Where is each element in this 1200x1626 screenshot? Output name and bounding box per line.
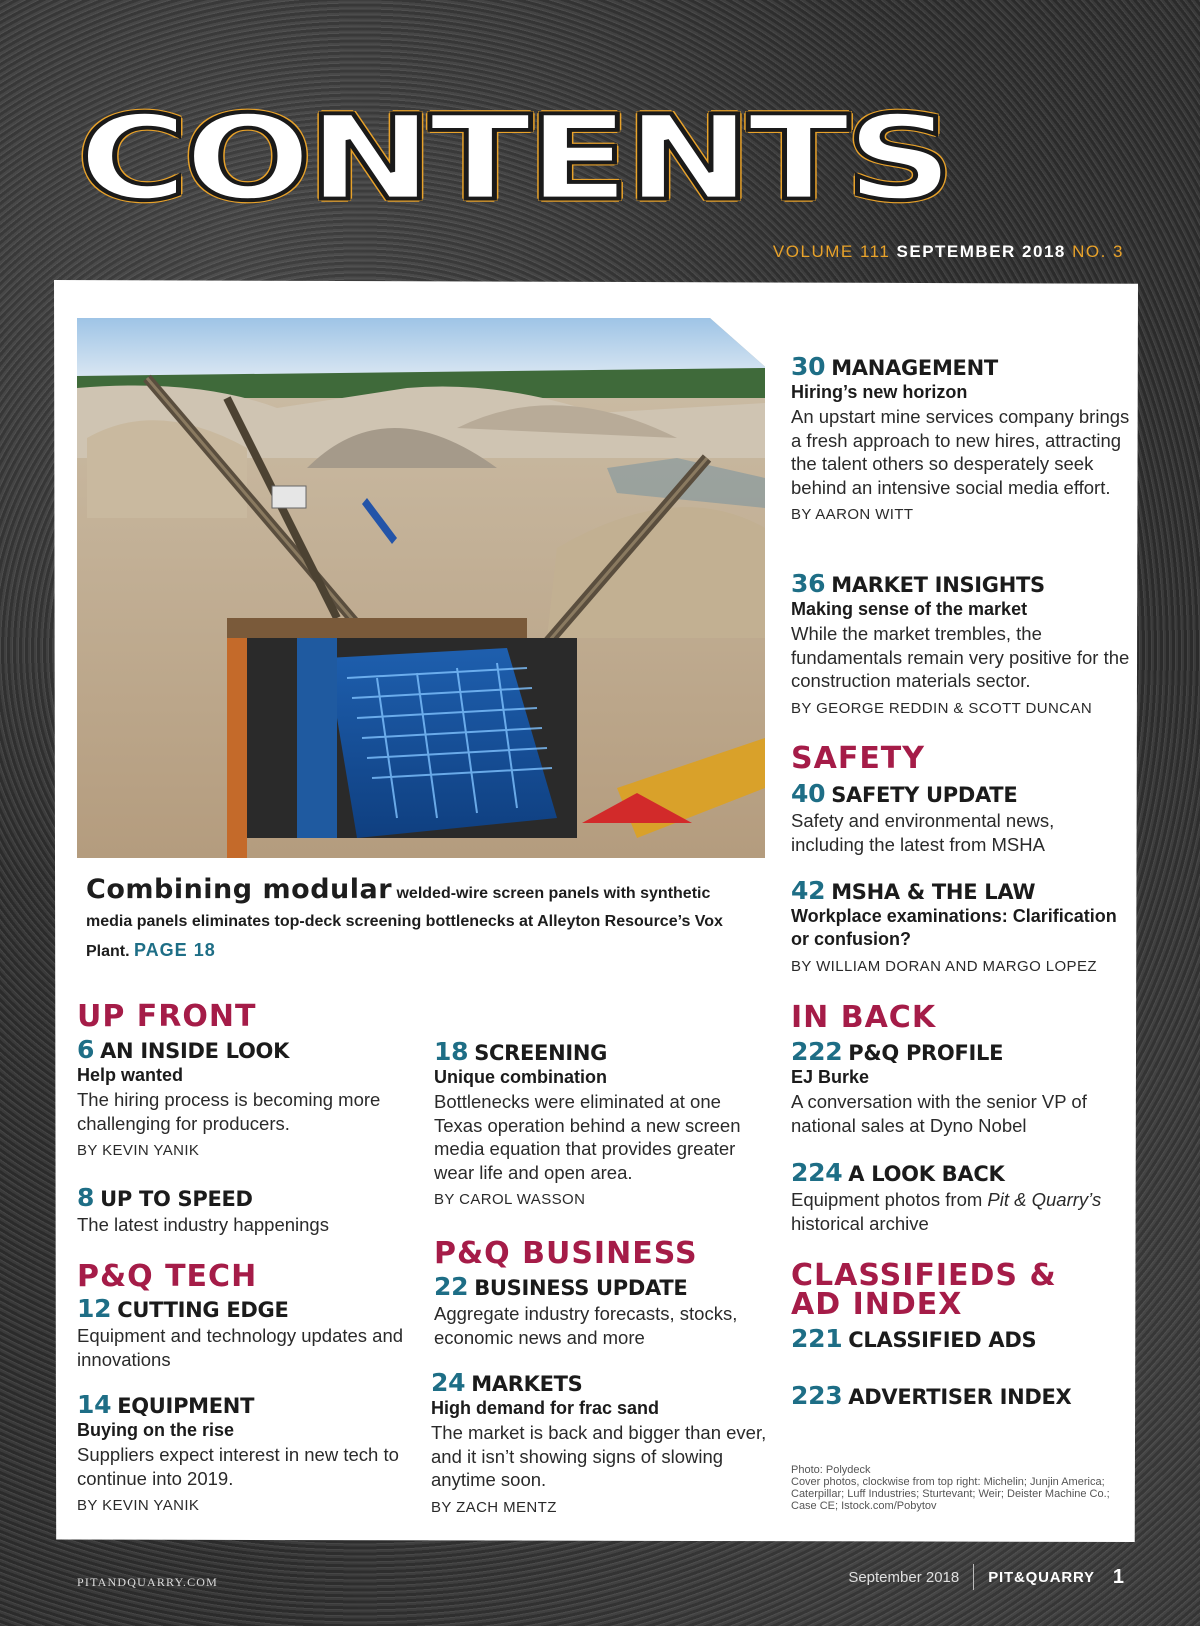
entry-18[interactable] <box>434 1039 774 1208</box>
page-number: 6 <box>77 1035 95 1064</box>
entry-title: ADVERTISER INDEX <box>848 1385 1072 1409</box>
entry-body: The hiring process is becoming more challenging for producers. <box>77 1089 381 1134</box>
entry-title: P&Q PROFILE <box>848 1041 1004 1065</box>
section-classifieds <box>791 1258 1057 1322</box>
entry-body: While the market trembles, the fundamentals remain very positive for the construction materials sector. <box>791 623 1130 691</box>
issue-number: NO. 3 <box>1072 242 1124 261</box>
entry-24[interactable] <box>431 1370 771 1516</box>
entry-title: MSHA & THE LAW <box>831 880 1036 904</box>
entry-6[interactable] <box>77 1037 417 1159</box>
entry-heading <box>791 781 1131 808</box>
entry-subtitle: EJ Burke <box>791 1067 870 1087</box>
entry-heading <box>77 1392 417 1419</box>
entry-title: UP TO SPEED <box>100 1187 253 1211</box>
page-number: 42 <box>791 876 826 905</box>
page-number: 8 <box>77 1183 95 1212</box>
caption-lead: Combining modular <box>86 874 393 905</box>
page-number: 22 <box>434 1272 469 1301</box>
entry-subtitle: Workplace examinations: Clarification or confusion? <box>791 906 1117 949</box>
quarry-illustration <box>77 318 765 858</box>
entry-byline: BY WILLIAM DORAN AND MARGO LOPEZ <box>791 958 1097 975</box>
page-number: 12 <box>77 1294 112 1323</box>
footer-divider <box>973 1564 974 1590</box>
entry-40[interactable] <box>791 781 1131 856</box>
entry-body: An upstart mine services company brings a fresh approach to new hires, attracting the talent others so desperately seek behind an intensive social media effort. <box>791 406 1130 498</box>
entry-heading <box>77 1296 417 1323</box>
entry-12[interactable] <box>77 1296 417 1371</box>
page-number: 24 <box>431 1368 466 1397</box>
entry-byline: BY AARON WITT <box>791 506 914 523</box>
page-number: 223 <box>791 1381 843 1410</box>
entry-heading <box>77 1037 417 1064</box>
photo-credit: Photo: Polydeck <box>791 1464 871 1476</box>
entry-8[interactable] <box>77 1185 417 1237</box>
entry-heading <box>791 354 1131 381</box>
issue-info <box>773 242 1124 262</box>
footer-site[interactable]: PITANDQUARRY.COM <box>77 1575 219 1589</box>
entry-22[interactable] <box>434 1274 774 1349</box>
entry-title: EQUIPMENT <box>117 1394 255 1418</box>
entry-14[interactable] <box>77 1392 417 1514</box>
entry-byline: BY KEVIN YANIK <box>77 1497 200 1514</box>
footer <box>848 1564 1124 1590</box>
entry-subtitle: Making sense of the market <box>791 599 1028 619</box>
entry-title: MARKETS <box>471 1372 583 1396</box>
entry-title: MANAGEMENT <box>831 356 998 380</box>
entry-subtitle: Unique combination <box>434 1067 607 1087</box>
page-number: 221 <box>791 1324 843 1353</box>
section-pq-tech: P&Q TECH <box>77 1259 258 1294</box>
entry-subtitle: Hiring’s new horizon <box>791 382 968 402</box>
entry-byline: BY ZACH MENTZ <box>431 1498 557 1516</box>
footer-date: September 2018 <box>848 1568 960 1586</box>
footer-page-number: 1 <box>1112 1565 1124 1588</box>
entry-title: A LOOK BACK <box>848 1162 1005 1186</box>
entry-body: Equipment and technology updates and innovations <box>77 1325 404 1370</box>
section-safety: SAFETY <box>791 741 925 776</box>
volume: VOLUME 111 <box>772 242 891 261</box>
entry-body: A conversation with the senior VP of national sales at Dyno Nobel <box>791 1091 1087 1136</box>
cover-credit: Cover photos, clockwise from top right: Michelin; Junjin America; Caterpillar; Luff Industries; Sturtevant; Weir; Deister Machine Co.; Case CE; Istock.com/Pobytov <box>791 1476 1110 1512</box>
entry-heading <box>434 1039 774 1066</box>
body-text: Equipment photos from <box>791 1189 988 1210</box>
issue-date: SEPTEMBER 2018 <box>896 242 1066 261</box>
page-number: 224 <box>791 1158 843 1187</box>
section-up-front: UP FRONT <box>77 999 257 1034</box>
entry-223[interactable] <box>791 1383 1131 1410</box>
entry-title: BUSINESS UPDATE <box>474 1276 688 1300</box>
entry-body: The market is back and bigger than ever, and it isn’t showing signs of slowing anytime soon. <box>431 1422 767 1490</box>
entry-body: The latest industry happenings <box>77 1214 329 1235</box>
page-number: 36 <box>791 569 826 598</box>
feature-photo[interactable] <box>77 318 765 858</box>
entry-title: CLASSIFIED ADS <box>848 1328 1037 1352</box>
entry-heading <box>791 1160 1131 1187</box>
entry-224[interactable] <box>791 1160 1131 1235</box>
caption-text: welded-wire screen panels with synthetic media panels eliminates top-deck screening bottlenecks at Alleyton Resource’s Vox Plant. <box>86 885 723 960</box>
entry-42[interactable] <box>791 878 1131 975</box>
entry-222[interactable] <box>791 1039 1131 1137</box>
page-number: 18 <box>434 1037 469 1066</box>
entry-heading <box>431 1370 771 1397</box>
entry-heading <box>791 1039 1131 1066</box>
entry-body: Bottlenecks were eliminated at one Texas operation behind a new screen media equation that provides greater wear life and open area. <box>434 1091 741 1183</box>
entry-heading <box>791 571 1131 598</box>
section-classifieds-line-1: CLASSIFIEDS & <box>791 1258 1057 1293</box>
page-number: 14 <box>77 1390 112 1419</box>
entry-byline: BY CAROL WASSON <box>434 1191 586 1208</box>
footer-brand: PIT&QUARRY <box>988 1568 1095 1586</box>
entry-subtitle: Buying on the rise <box>77 1420 235 1440</box>
page-number: 30 <box>791 352 826 381</box>
feature-caption <box>86 876 726 966</box>
entry-title: CUTTING EDGE <box>117 1298 289 1322</box>
section-in-back: IN BACK <box>791 1000 937 1035</box>
entry-221[interactable] <box>791 1326 1131 1353</box>
body-text: historical archive <box>791 1212 929 1234</box>
page-number: 222 <box>791 1037 843 1066</box>
caption-page-link[interactable]: PAGE 18 <box>134 940 216 960</box>
section-pq-business: P&Q BUSINESS <box>434 1236 698 1271</box>
entry-subtitle: Help wanted <box>77 1065 184 1085</box>
entry-heading <box>791 1383 1131 1410</box>
entry-heading <box>791 878 1131 905</box>
photo-credits <box>791 1464 1111 1512</box>
entry-body: Aggregate industry forecasts, stocks, economic news and more <box>434 1303 738 1348</box>
entry-30[interactable] <box>791 354 1131 523</box>
entry-heading <box>77 1185 417 1212</box>
entry-body: Suppliers expect interest in new tech to continue into 2019. <box>77 1444 399 1489</box>
entry-title: MARKET INSIGHTS <box>831 573 1045 597</box>
entry-heading <box>434 1274 774 1301</box>
entry-byline: BY GEORGE REDDIN & SCOTT DUNCAN <box>791 699 1093 717</box>
entry-heading <box>791 1326 1131 1353</box>
page-title: CONTENTS <box>78 90 950 227</box>
page-number: 40 <box>791 779 826 808</box>
entry-title: AN INSIDE LOOK <box>100 1039 290 1063</box>
entry-body: Safety and environmental news, including the latest from MSHA <box>791 810 1055 855</box>
publication-name: Pit & Quarry’s <box>987 1189 1102 1210</box>
entry-title: SAFETY UPDATE <box>831 783 1018 807</box>
entry-byline: BY KEVIN YANIK <box>77 1142 200 1159</box>
entry-title: SCREENING <box>474 1041 608 1065</box>
section-classifieds-line-2: AD INDEX <box>791 1287 963 1322</box>
entry-36[interactable] <box>791 571 1131 717</box>
entry-body <box>791 1188 1131 1235</box>
entry-subtitle: High demand for frac sand <box>431 1398 660 1418</box>
